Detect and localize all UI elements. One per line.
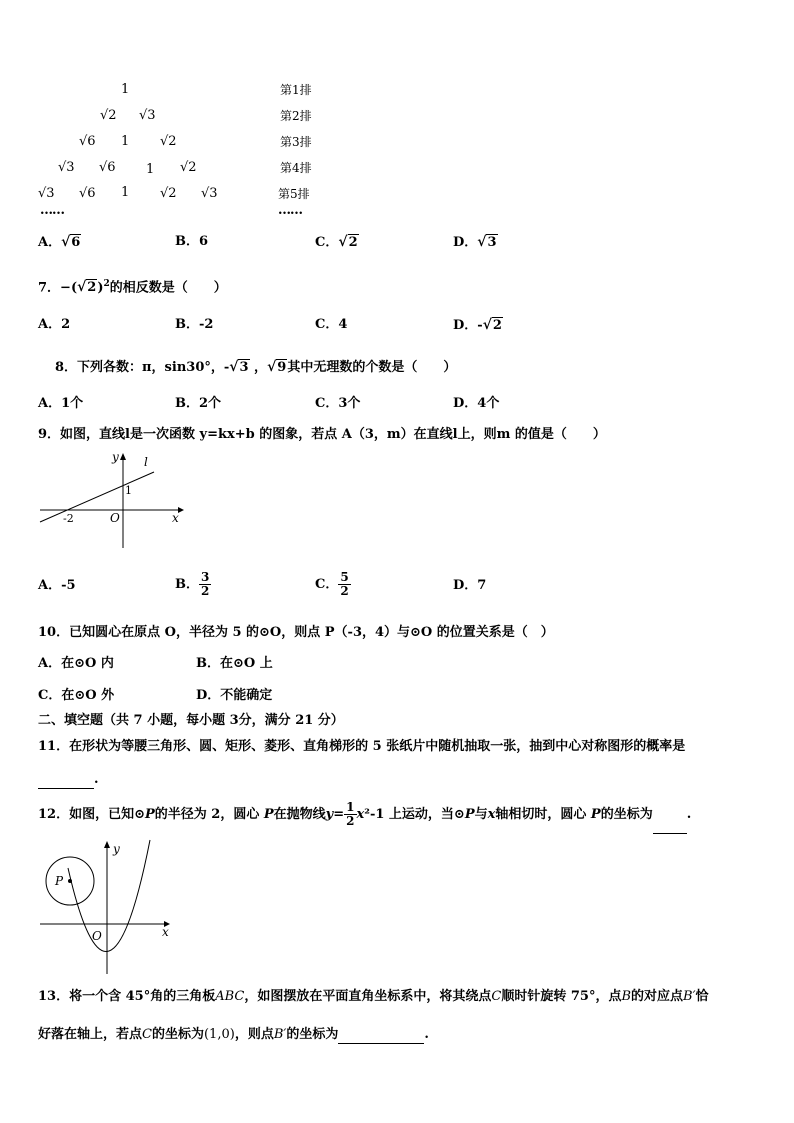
fraction: [199, 571, 211, 598]
option-text: 不能确定: [220, 688, 273, 703]
option-text: -5: [61, 578, 76, 593]
q8-stem: [55, 359, 456, 376]
fraction: [338, 571, 350, 598]
option-text: 6: [199, 234, 209, 249]
option-letter: C．: [315, 577, 339, 592]
q7-option-a[interactable]: [38, 317, 70, 333]
question-text: ，则点: [234, 1027, 274, 1042]
option-letter: B．: [175, 577, 199, 592]
row-label-3: 第3排: [280, 135, 312, 149]
option-text: 在⊙O 外: [61, 688, 115, 703]
var-abc: ABC: [215, 989, 245, 1004]
option-letter: D．: [453, 318, 478, 333]
option-text: -: [477, 318, 483, 333]
var-c: C: [491, 989, 502, 1004]
sqrt-expression: √3: [477, 234, 497, 250]
question-text: 好落在轴上，若点: [38, 1027, 143, 1042]
section-heading-fill-in: 二、填空题（共 7 小题，每小题 3分，满分 21 分）: [38, 713, 344, 728]
var-p: P: [464, 807, 475, 822]
answer-blank[interactable]: [338, 1027, 424, 1044]
q9-option-c[interactable]: [315, 566, 351, 604]
sqrt-arg: 2: [348, 235, 358, 250]
question-text: 轴相切时，圆心: [495, 807, 591, 822]
question-text: ，如图摆放在平面直角坐标系中，将其绕点: [244, 989, 492, 1004]
question-text: 上运动，当⊙: [384, 807, 465, 822]
sqrt-arg: 2: [87, 280, 97, 296]
sqrt-expression: √6: [61, 234, 81, 250]
question-text: 的坐标为: [151, 1027, 204, 1042]
q8-option-a[interactable]: [38, 396, 83, 412]
var-c: C: [142, 1027, 152, 1042]
option-letter: C．: [315, 396, 339, 411]
q9-option-d[interactable]: [453, 578, 486, 594]
q6-option-b[interactable]: [175, 234, 208, 250]
option-letter: C．: [315, 235, 339, 250]
row-label-2: 第2排: [280, 109, 312, 123]
question-text: 的相反数是（ ）: [109, 280, 227, 296]
option-text: 1个: [61, 396, 84, 411]
q8-option-d[interactable]: [453, 396, 499, 412]
var-b: B: [621, 989, 632, 1004]
option-letter: D．: [453, 235, 478, 250]
var-x: x: [356, 807, 365, 822]
option-letter: B．: [196, 656, 220, 671]
row-label-4: 第4排: [280, 161, 312, 175]
center-p: [68, 879, 72, 883]
option-text: 在⊙O 内: [61, 656, 114, 671]
tri-r3-1: √6: [79, 134, 96, 149]
q8-option-c[interactable]: [315, 396, 360, 412]
sqrt-expression: √2: [482, 317, 502, 333]
q7-stem: [38, 276, 227, 296]
var-y: y: [325, 807, 334, 822]
fraction: [344, 801, 356, 828]
tri-r4-3: 1: [146, 162, 155, 177]
question-text: 恰: [695, 989, 709, 1004]
sqrt-arg: 3: [487, 235, 497, 250]
tri-r5-5: √3: [201, 186, 218, 201]
label-x: x: [172, 511, 179, 525]
option-text: 3个: [338, 396, 361, 411]
numerator: 1: [346, 800, 355, 814]
label-x: x: [162, 925, 169, 939]
option-letter: D．: [453, 578, 478, 593]
q10-option-b[interactable]: [196, 656, 273, 672]
tri-r4-4: √2: [180, 160, 197, 175]
tri-r3-3: √2: [160, 134, 177, 149]
q10-stem: 10．已知圆心在原点 O，半径为 5 的⊙O，则点 P（-3，4）与⊙O 的位置关系是（ ）: [38, 625, 554, 640]
var-x: x: [487, 807, 496, 822]
tri-r5-3: 1: [121, 185, 130, 200]
q13-line1: [38, 989, 709, 1005]
q6-option-d[interactable]: [453, 234, 498, 251]
denominator: 2: [346, 814, 355, 828]
q10-option-d[interactable]: [196, 688, 272, 704]
numerator: 3: [201, 570, 210, 584]
tri-r5-1: √3: [38, 186, 55, 201]
q6-option-a[interactable]: [38, 234, 81, 251]
exponent: 2: [103, 279, 110, 289]
option-text: 2个: [199, 396, 222, 411]
q9-option-b[interactable]: [175, 566, 211, 604]
q8-option-b[interactable]: [175, 396, 221, 412]
period: .: [424, 1027, 429, 1042]
row-label-1: 第1排: [280, 83, 312, 97]
q7-option-b[interactable]: [175, 317, 213, 333]
option-text: 在⊙O 上: [220, 656, 273, 671]
q11-answer-line: [38, 772, 99, 789]
sqrt-arg: 9: [277, 360, 287, 375]
var-p: P: [590, 807, 601, 822]
denominator: 2: [201, 584, 210, 598]
var-p: P: [144, 807, 155, 822]
tri-r1-1: 1: [121, 82, 130, 97]
label-one: 1: [125, 484, 132, 497]
row-label-5: 第5排: [278, 187, 310, 201]
option-letter: C．: [315, 317, 339, 332]
tri-r2-2: √3: [139, 108, 156, 123]
expr-rest: ²-1: [364, 807, 385, 822]
expr-open: −(: [60, 280, 78, 296]
answer-blank[interactable]: [38, 772, 94, 789]
option-letter: A．: [38, 656, 62, 671]
option-letter: C．: [38, 688, 62, 703]
tri-r4-1: √3: [58, 160, 75, 175]
question-text: 的坐标为: [600, 807, 653, 822]
sqrt-expression: √3: [229, 359, 249, 375]
option-letter: A．: [38, 578, 62, 593]
tri-dots-right: ……: [278, 203, 302, 218]
q10-option-c[interactable]: [38, 688, 114, 704]
line-l: [40, 472, 154, 522]
q7-option-d[interactable]: [453, 317, 503, 334]
question-text: 下列各数：π，sin30°，-: [77, 360, 230, 375]
var-b-prime: B′: [273, 1027, 287, 1042]
question-text: ，: [254, 360, 268, 375]
option-text: 2: [61, 317, 71, 332]
y-axis-arrow: [120, 453, 126, 460]
question-text: 的半径为 2，圆心: [154, 807, 264, 822]
sqrt-arg: 3: [239, 360, 249, 375]
question-number: 8．: [55, 360, 78, 375]
tri-r5-4: √2: [160, 186, 177, 201]
expr-close: ): [97, 280, 104, 296]
option-letter: A．: [38, 317, 62, 332]
q6-option-c[interactable]: [315, 234, 359, 251]
label-y: y: [112, 450, 119, 464]
var-p: P: [263, 807, 274, 822]
option-text: 7: [477, 578, 487, 593]
answer-blank[interactable]: [653, 797, 687, 834]
question-number: 7．: [38, 280, 61, 296]
q9-stem: 9．如图，直线l是一次函数 y=kx+b 的图象，若点 A（3，m）在直线l上，则m 的值是（ ）: [38, 427, 606, 442]
label-origin: O: [110, 511, 120, 525]
q7-option-c[interactable]: [315, 317, 347, 333]
label-origin: O: [92, 929, 102, 943]
question-text: 与: [474, 807, 488, 822]
label-y: y: [113, 842, 120, 856]
q11-stem: 11．在形状为等腰三角形、圆、矩形、菱形、直角梯形的 5 张纸片中随机抽取一张，抽到中心对称图形的概率是: [38, 739, 686, 754]
question-text: 12．如图，已知⊙: [38, 807, 145, 822]
numerator: 5: [340, 570, 349, 584]
equals-sign: =: [333, 807, 345, 822]
label-l: l: [144, 455, 148, 469]
sqrt-arg: 2: [492, 318, 502, 333]
label-p: P: [55, 874, 64, 888]
parabola: [68, 840, 150, 952]
option-letter: A．: [38, 396, 62, 411]
q9-line-graph: [36, 450, 186, 552]
question-text: 13．将一个含 45°角的三角板: [38, 989, 216, 1004]
tri-r5-2: √6: [79, 186, 96, 201]
option-text: 4个: [477, 396, 500, 411]
question-text: 其中无理数的个数是（ ）: [287, 360, 457, 375]
option-letter: D．: [196, 688, 221, 703]
q13-line2: [38, 1027, 429, 1044]
denominator: 2: [340, 584, 349, 598]
period: .: [686, 807, 692, 822]
option-text: -2: [199, 317, 214, 332]
option-letter: D．: [453, 396, 478, 411]
q12-stem: [38, 797, 691, 834]
question-text: 在抛物线: [273, 807, 326, 822]
tri-r3-2: 1: [121, 134, 130, 149]
option-letter: B．: [175, 234, 199, 249]
x-axis-arrow: [178, 507, 184, 513]
sqrt-arg: 6: [71, 235, 81, 250]
option-letter: A．: [38, 235, 62, 250]
option-letter: B．: [175, 317, 199, 332]
q10-option-a[interactable]: [38, 656, 114, 672]
y-axis-arrow: [104, 841, 110, 848]
q9-option-a[interactable]: [38, 578, 76, 594]
question-text: 顺时针旋转 75°，点: [501, 989, 622, 1004]
period: .: [94, 772, 99, 787]
option-letter: B．: [175, 396, 199, 411]
coordinate: (1,0): [203, 1027, 235, 1042]
tri-r4-2: √6: [99, 160, 116, 175]
option-text: 4: [338, 317, 348, 332]
question-text: 的对应点: [631, 989, 684, 1004]
sqrt-expression: √2: [338, 234, 358, 250]
tri-dots-left: ……: [40, 203, 64, 218]
label-neg2: -2: [63, 512, 74, 525]
var-b-prime: B′: [683, 989, 696, 1004]
tri-r2-1: √2: [100, 108, 117, 123]
sqrt-expression: √9: [267, 359, 287, 375]
q12-parabola-graph: [38, 838, 176, 976]
sqrt-expression: √2: [77, 279, 97, 296]
question-text: 的坐标为: [286, 1027, 339, 1042]
